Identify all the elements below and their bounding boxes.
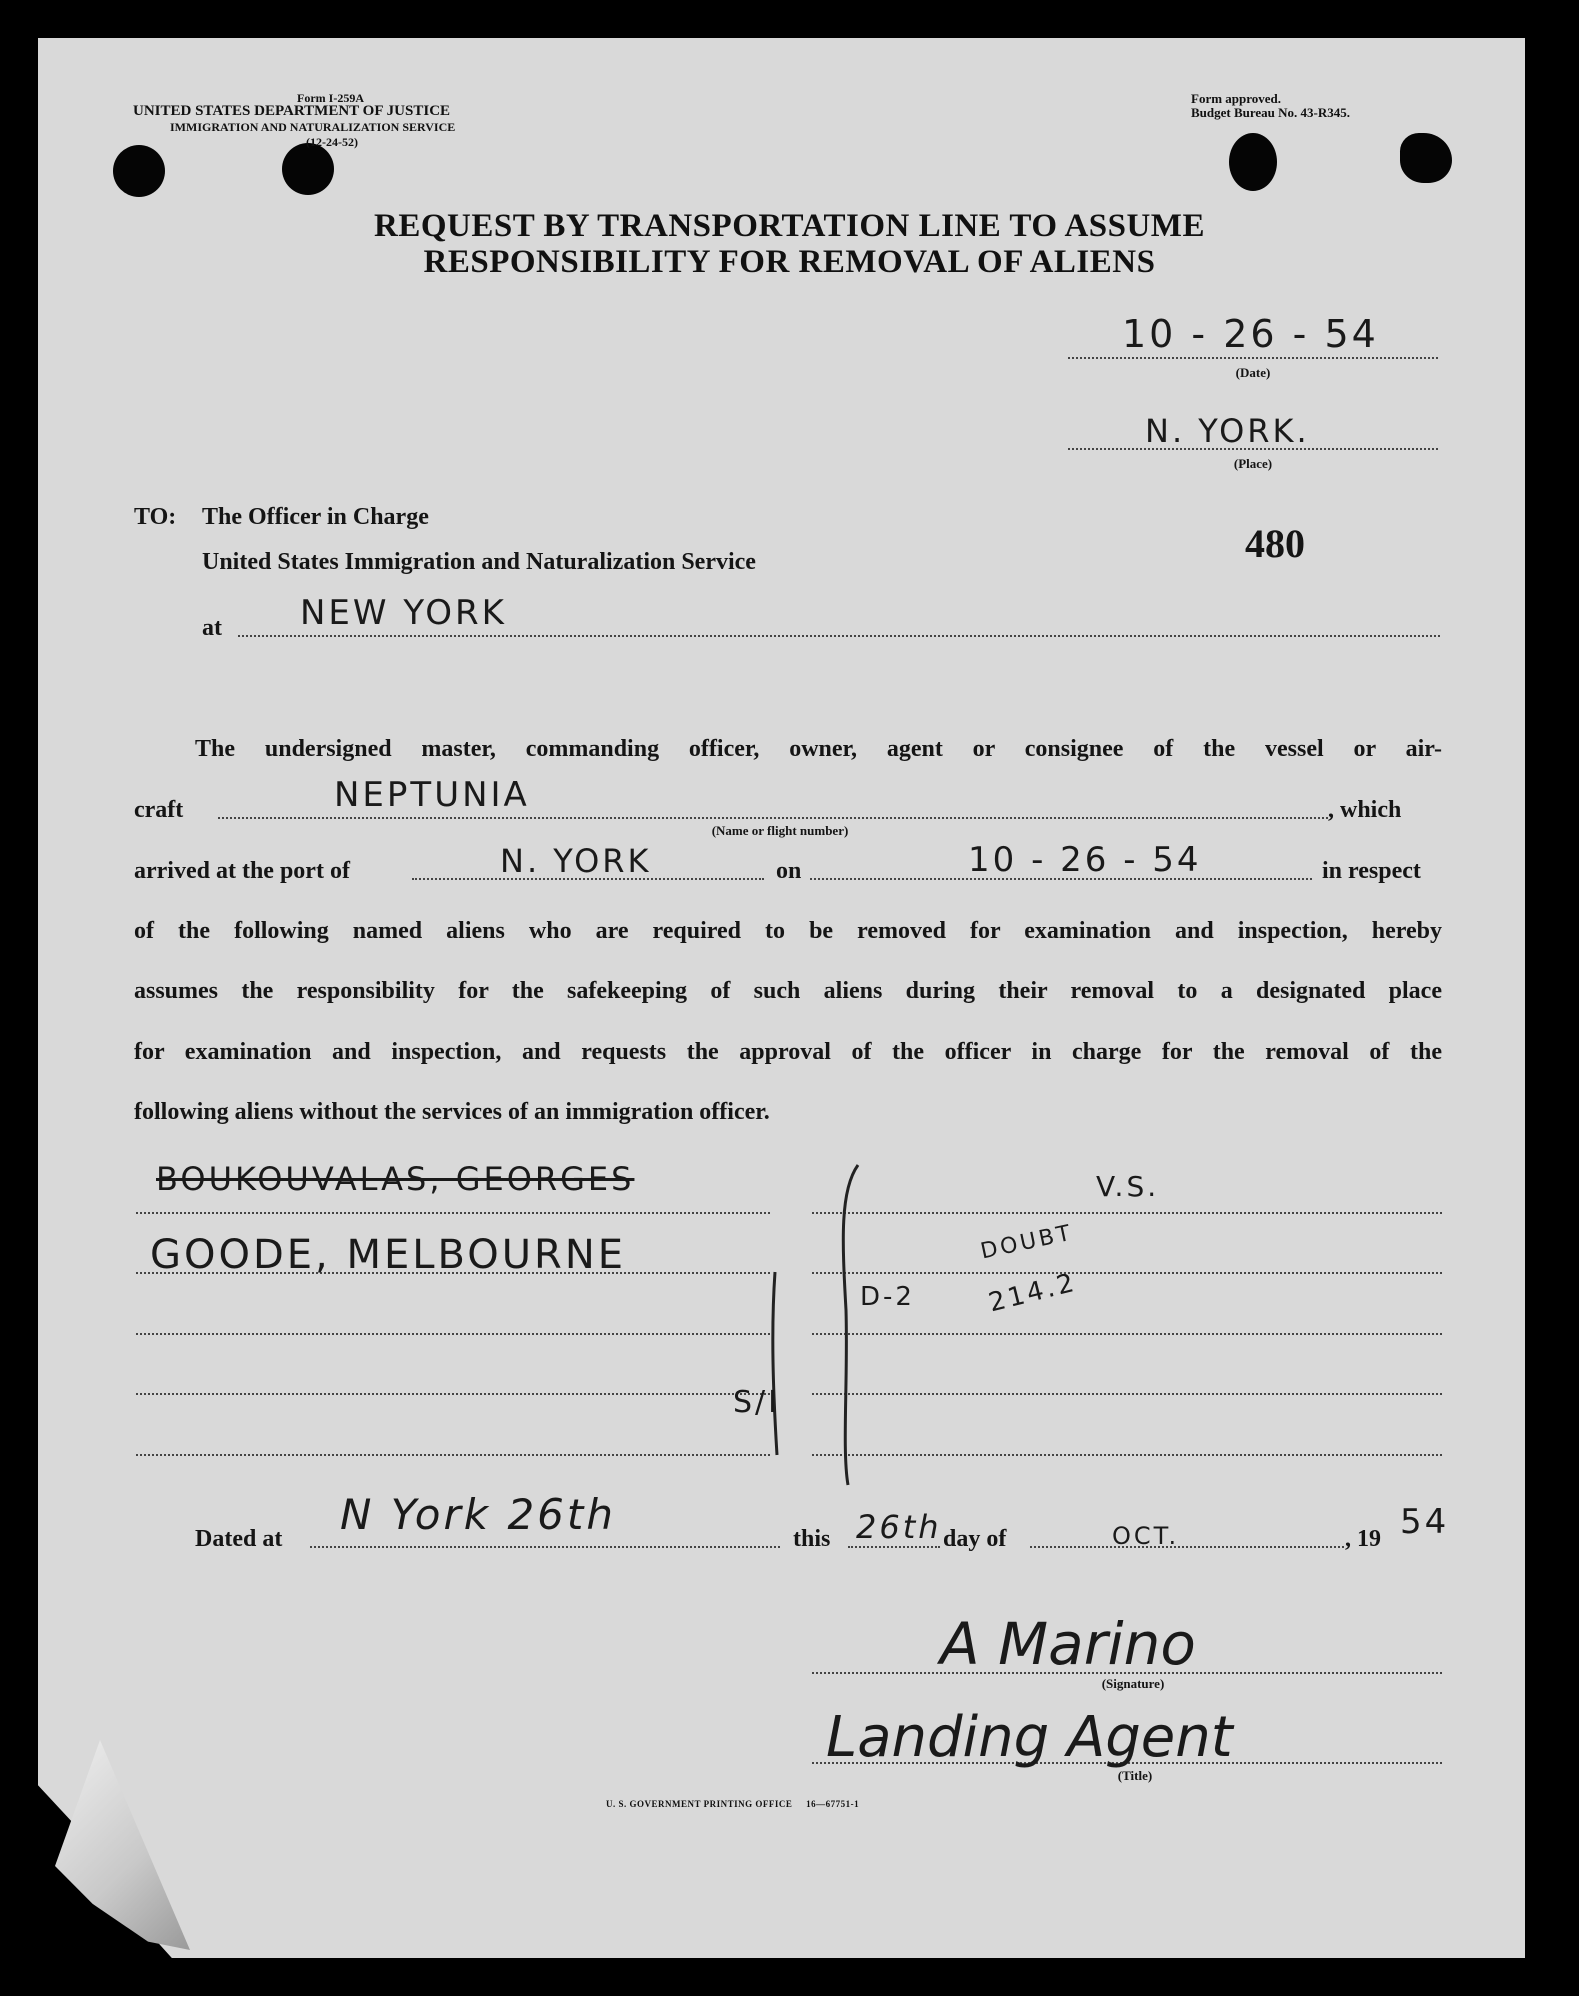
port-value: N. YORK (500, 842, 652, 880)
craft-caption: (Name or flight number) (711, 823, 849, 838)
alien-line (136, 1212, 770, 1214)
at-value: NEW YORK (300, 593, 507, 633)
notes-line (812, 1454, 1442, 1456)
alien-line (136, 1454, 770, 1456)
body-line7: following aliens without the services of an immigration officer. (134, 1099, 770, 1125)
alien-name: GOODE, MELBOURNE (150, 1232, 627, 1278)
service-name: IMMIGRATION AND NATURALIZATION SERVICE (170, 120, 456, 134)
day-value: 26th (856, 1508, 942, 1546)
bracket-tail-mark (765, 1270, 785, 1460)
date-line (1068, 357, 1438, 359)
title-label: (Title) (1117, 1768, 1153, 1783)
craft-label: craft (134, 797, 184, 823)
to-label: TO: (134, 504, 177, 530)
note-d2: D-2 (860, 1282, 915, 1312)
note-vs: V.S. (1096, 1170, 1160, 1203)
place-line (1068, 448, 1438, 450)
place-value: N. YORK. (1145, 412, 1310, 450)
form-title-line1: REQUEST BY TRANSPORTATION LINE TO ASSUME (374, 208, 1205, 244)
dated-at-label: Dated at (195, 1526, 283, 1552)
body-line4: of the following named aliens who are required to be removed for examination and inspection, hereby (134, 918, 1442, 944)
day-line (848, 1546, 940, 1548)
signature-value: A Marino (940, 1610, 1196, 1678)
craft-line (218, 817, 1328, 819)
notes-line (812, 1333, 1442, 1335)
notes-line (812, 1272, 1442, 1274)
at-label: at (202, 615, 222, 641)
at-line (238, 635, 1440, 637)
note-214: 214.2 (985, 1267, 1080, 1319)
alien-line (136, 1333, 770, 1335)
date-label: (Date) (1235, 365, 1271, 380)
body-line1: The undersigned master, commanding officer, owner, agent or consignee of the vessel or air- (195, 736, 1442, 762)
day-of-label: day of (943, 1526, 1007, 1552)
this-label: this (793, 1526, 831, 1552)
place-label: (Place) (1233, 456, 1273, 471)
which-text: , which (1328, 797, 1402, 823)
arrived-label: arrived at the port of (134, 858, 350, 884)
punch-hole (282, 143, 334, 195)
signature-label: (Signature) (1101, 1676, 1165, 1691)
form-date: (12-24-52) (306, 135, 358, 149)
on-label: on (776, 858, 802, 884)
month-line (1030, 1546, 1344, 1548)
notes-line (812, 1393, 1442, 1395)
craft-value: NEPTUNIA (334, 775, 530, 815)
punch-hole (113, 145, 165, 197)
in-respect-text: in respect (1322, 858, 1421, 884)
bracket-mark (830, 1160, 860, 1490)
year-suffix: 54 (1400, 1502, 1450, 1542)
date-value: 10 - 26 - 54 (1122, 312, 1379, 356)
punch-hole (1400, 133, 1452, 183)
alien-line (136, 1393, 770, 1395)
dated-place-value: N York 26th (340, 1490, 616, 1539)
punch-hole (1229, 133, 1277, 191)
body-line5: assumes the responsibility for the safekeeping of such aliens during their removal to a designated place (134, 978, 1442, 1004)
notes-line (812, 1212, 1442, 1214)
title-value: Landing Agent (826, 1705, 1233, 1770)
arrival-date-value: 10 - 26 - 54 (968, 840, 1202, 880)
addressee-line2: United States Immigration and Naturalization Service (202, 549, 756, 575)
dated-place-line (310, 1546, 780, 1548)
body-line6: for examination and inspection, and requests the approval of the officer in charge for the removal of the (134, 1039, 1442, 1065)
stamp-number: 480 (1245, 521, 1305, 566)
note-si: S/I (733, 1385, 780, 1420)
approval-text: Form approved. (1191, 91, 1282, 106)
printing-office-footer: U. S. GOVERNMENT PRINTING OFFICE 16—67751-1 (606, 1799, 860, 1809)
addressee-line1: The Officer in Charge (202, 504, 429, 530)
department-name: UNITED STATES DEPARTMENT OF JUSTICE (133, 103, 451, 119)
year-prefix: , 19 (1345, 1526, 1381, 1552)
note-doubt: DOUBT (978, 1220, 1076, 1265)
form-number: Form I-259A (297, 91, 364, 105)
form-title-line2: RESPONSIBILITY FOR REMOVAL OF ALIENS (423, 244, 1156, 280)
month-value: OCT. (1112, 1522, 1180, 1550)
crossed-out-alien: BOUKOUVALAS, GEORGES (156, 1160, 635, 1198)
budget-bureau: Budget Bureau No. 43-R345. (1191, 105, 1351, 120)
